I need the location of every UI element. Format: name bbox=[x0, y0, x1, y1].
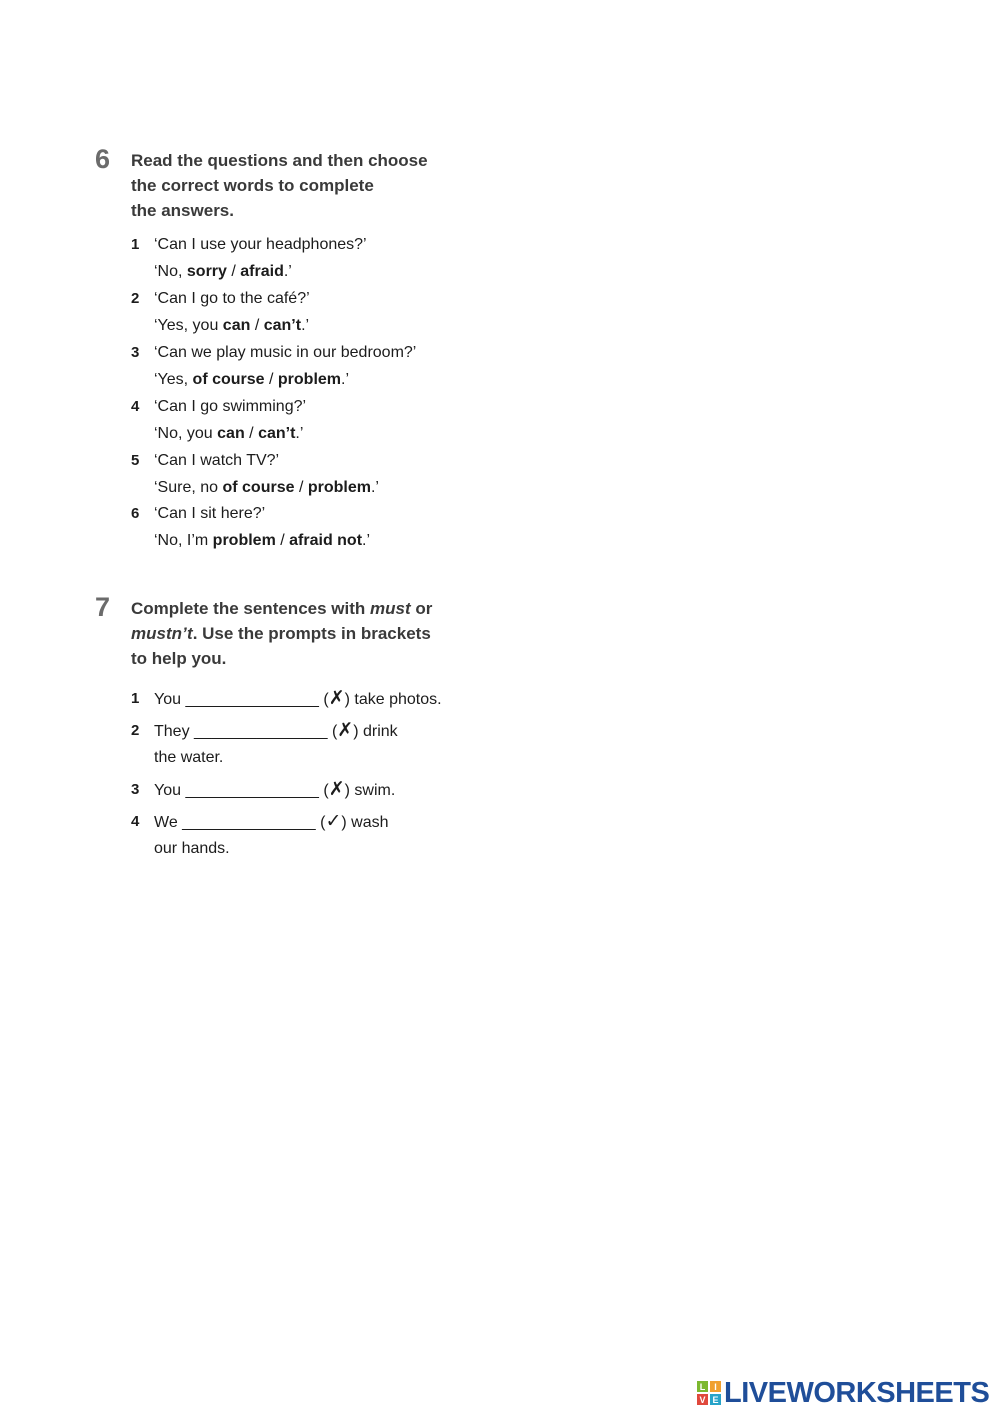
logo-letter: E bbox=[710, 1394, 721, 1405]
answer-blank[interactable]: _______________ bbox=[182, 814, 316, 831]
option-2[interactable]: problem bbox=[277, 371, 342, 388]
item-number: 3 bbox=[131, 781, 140, 798]
option-2[interactable]: afraid not bbox=[289, 532, 363, 549]
question-text: ‘Can I use your headphones?’ bbox=[154, 236, 367, 253]
check-icon: ✓ bbox=[325, 811, 342, 832]
item-number: 5 bbox=[131, 452, 140, 469]
question-text: ‘Can we play music in our bedroom?’ bbox=[154, 344, 417, 361]
logo-letter: V bbox=[697, 1394, 708, 1405]
item-number: 3 bbox=[131, 344, 140, 361]
cross-icon: ✗ bbox=[337, 720, 354, 741]
instruction-line: mustn’t. Use the prompts in brackets bbox=[131, 624, 431, 643]
item-number: 6 bbox=[131, 505, 140, 522]
option-2[interactable]: can’t bbox=[263, 317, 302, 334]
question-text: ‘Can I go swimming?’ bbox=[154, 398, 307, 415]
option-1[interactable]: can bbox=[222, 317, 251, 334]
question-text: ‘Can I sit here?’ bbox=[154, 505, 266, 522]
instruction-line: the answers. bbox=[131, 201, 234, 220]
liveworksheets-logo[interactable] bbox=[697, 1377, 989, 1409]
logo-text: LIVEWORKSHEETS bbox=[724, 1376, 990, 1409]
option-1[interactable]: problem bbox=[212, 532, 276, 549]
instruction-line: Complete the sentences with must or bbox=[131, 599, 433, 618]
question-text: ‘Can I go to the café?’ bbox=[154, 290, 310, 307]
option-1[interactable]: can bbox=[217, 425, 245, 442]
item-number: 1 bbox=[131, 236, 140, 253]
instruction-line: to help you. bbox=[131, 649, 227, 668]
sentence-continuation: our hands. bbox=[154, 840, 230, 857]
logo-letter: L bbox=[697, 1381, 708, 1392]
sentence-text: They _______________ (✗) drink bbox=[154, 720, 398, 741]
exercise-6-instruction bbox=[131, 148, 471, 223]
answer-text: ‘No, sorry / afraid.’ bbox=[154, 263, 292, 280]
answer-text: ‘No, you can / can’t.’ bbox=[154, 425, 304, 442]
exercise-6-number: 6 bbox=[95, 144, 111, 174]
item-number: 4 bbox=[131, 398, 140, 415]
sentence-text: You _______________ (✗) take photos. bbox=[154, 688, 442, 709]
exercise-7-number: 7 bbox=[95, 592, 111, 622]
option-2[interactable]: afraid bbox=[240, 263, 284, 280]
item-number: 4 bbox=[131, 813, 140, 830]
cross-icon: ✗ bbox=[328, 779, 345, 800]
exercise-7-instruction bbox=[131, 596, 471, 671]
logo-mark-icon bbox=[697, 1381, 721, 1405]
instruction-line: Read the questions and then choose bbox=[131, 151, 428, 170]
instruction-line: the correct words to complete bbox=[131, 176, 374, 195]
item-number: 1 bbox=[131, 690, 140, 707]
answer-blank[interactable]: _______________ bbox=[185, 691, 319, 708]
option-2[interactable]: can’t bbox=[258, 425, 296, 442]
option-1[interactable]: of course bbox=[222, 479, 295, 496]
answer-text: ‘Yes, of course / problem.’ bbox=[154, 371, 350, 388]
sentence-continuation: the water. bbox=[154, 749, 224, 766]
answer-blank[interactable]: _______________ bbox=[194, 723, 328, 740]
answer-text: ‘Sure, no of course / problem.’ bbox=[154, 479, 379, 496]
item-number: 2 bbox=[131, 290, 140, 307]
answer-text: ‘No, I’m problem / afraid not.’ bbox=[154, 532, 371, 549]
option-1[interactable]: of course bbox=[192, 371, 265, 388]
sentence-text: You _______________ (✗) swim. bbox=[154, 779, 396, 800]
answer-text: ‘Yes, you can / can’t.’ bbox=[154, 317, 310, 334]
option-2[interactable]: problem bbox=[307, 479, 371, 496]
item-number: 2 bbox=[131, 722, 140, 739]
cross-icon: ✗ bbox=[328, 688, 345, 709]
option-1[interactable]: sorry bbox=[186, 263, 227, 280]
question-text: ‘Can I watch TV?’ bbox=[154, 452, 280, 469]
logo-letter: I bbox=[710, 1381, 721, 1392]
sentence-text: We _______________ (✓) wash bbox=[154, 811, 389, 832]
answer-blank[interactable]: _______________ bbox=[185, 782, 319, 799]
